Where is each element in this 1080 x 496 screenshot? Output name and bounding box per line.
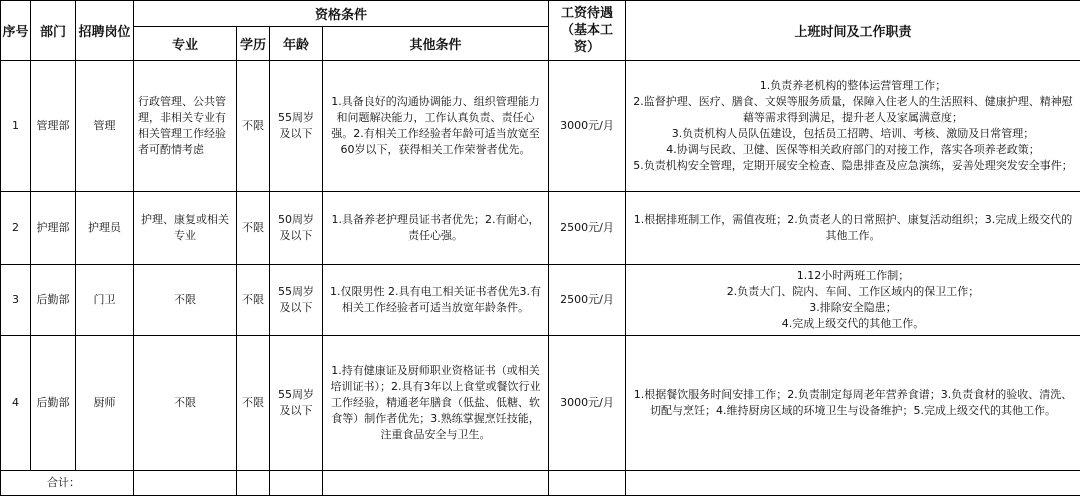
cell-major: 不限	[134, 336, 237, 471]
header-row-1	[1, 1, 1080, 27]
cell-seq: 3	[1, 265, 31, 336]
cell-major: 不限	[134, 265, 237, 336]
cell-dept: 后勤部	[31, 336, 76, 471]
total-cell-other	[323, 471, 549, 496]
cell-duties: 1.根据排班制工作，需值夜班；2.负责老人的日常照护、康复活动组织；3.完成上级交代的其他工作。	[626, 192, 1080, 265]
total-label: 合计：	[1, 471, 134, 496]
header-position: 招聘岗位	[76, 1, 134, 61]
total-cell-education	[237, 471, 270, 496]
cell-dept: 管理部	[31, 61, 76, 192]
cell-other: 1.持有健康证及厨师职业资格证书（或相关培训证书）；2.具有3年以上食堂或餐饮行业工作经验，精通老年膳食（低盐、低糖、软食等）制作者优先；3.熟练掌握烹饪技能，注重食品安全与卫生。	[323, 336, 549, 471]
cell-dept: 护理部	[31, 192, 76, 265]
total-row	[1, 471, 1080, 496]
cell-position: 厨师	[76, 336, 134, 471]
header-age: 年龄	[270, 27, 323, 61]
cell-other: 1.具备养老护理员证书者优先；2.有耐心，责任心强。	[323, 192, 549, 265]
header-qualifications: 资格条件	[134, 1, 549, 27]
cell-education: 不限	[237, 192, 270, 265]
total-cell-duties	[626, 471, 1080, 496]
cell-education: 不限	[237, 336, 270, 471]
cell-salary: 3000元/月	[549, 336, 626, 471]
table-row	[1, 265, 1080, 336]
cell-dept: 后勤部	[31, 265, 76, 336]
cell-duties: 1.12小时两班工作制； 2.负责大门、院内、车间、工作区域内的保卫工作； 3.排除安全隐患； 4.完成上级交代的其他工作。	[626, 265, 1080, 336]
cell-position: 管理	[76, 61, 134, 192]
cell-seq: 2	[1, 192, 31, 265]
header-dept: 部门	[31, 1, 76, 61]
cell-age: 55周岁及以下	[270, 265, 323, 336]
header-education: 学历	[237, 27, 270, 61]
cell-other: 1.具备良好的沟通协调能力、组织管理能力和问题解决能力，工作认真负责、责任心强。2.有相关工作经验者年龄可适当放宽至60岁以下，获得相关工作荣誉者优先。	[323, 61, 549, 192]
cell-salary: 2500元/月	[549, 265, 626, 336]
cell-education: 不限	[237, 265, 270, 336]
header-duties: 上班时间及工作职责	[626, 1, 1080, 61]
cell-salary: 3000元/月	[549, 61, 626, 192]
cell-seq: 4	[1, 336, 31, 471]
cell-position: 护理员	[76, 192, 134, 265]
table-row	[1, 336, 1080, 471]
header-salary: 工资待遇 （基本工 资）	[549, 1, 626, 61]
cell-seq: 1	[1, 61, 31, 192]
table-row	[1, 61, 1080, 192]
cell-education: 不限	[237, 61, 270, 192]
table-row	[1, 192, 1080, 265]
header-seq: 序号	[1, 1, 31, 61]
cell-duties: 1.负责养老机构的整体运营管理工作； 2.监督护理、医疗、膳食、文娱等服务质量，保障入住老人的生活照料、健康护理、精神慰藉等需求得到满足，提升老人及家属满意度； 3.负责机构人员队伍建设，包括员工招聘、培训、考核、激励及日常管理； 4.协调与民政、卫健、医保等相关政府部门的对接工作，落实各项养老政策； 5.负责机构安全管理，定期开展安全检查、隐患排查及应急演练，妥善处理突发安全事件；	[626, 61, 1080, 192]
total-cell-salary	[549, 471, 626, 496]
cell-major: 行政管理、公共管理，非相关专业有相关管理工作经验者可酌情考虑	[134, 61, 237, 192]
cell-duties: 1.根据餐饮服务时间安排工作；2.负责制定每周老年营养食谱；3.负责食材的验收、清洗、切配与烹饪；4.维持厨房区域的环境卫生与设备维护；5.完成上级交代的其他工作。	[626, 336, 1080, 471]
header-major: 专业	[134, 27, 237, 61]
total-cell-major	[134, 471, 237, 496]
cell-age: 55周岁及以下	[270, 61, 323, 192]
cell-age: 50周岁及以下	[270, 192, 323, 265]
cell-position: 门卫	[76, 265, 134, 336]
cell-other: 1.仅限男性 2.具有电工相关证书者优先3.有相关工作经验者可适当放宽年龄条件。	[323, 265, 549, 336]
header-other: 其他条件	[323, 27, 549, 61]
cell-age: 55周岁及以下	[270, 336, 323, 471]
cell-major: 护理、康复或相关专业	[134, 192, 237, 265]
cell-salary: 2500元/月	[549, 192, 626, 265]
total-cell-age	[270, 471, 323, 496]
